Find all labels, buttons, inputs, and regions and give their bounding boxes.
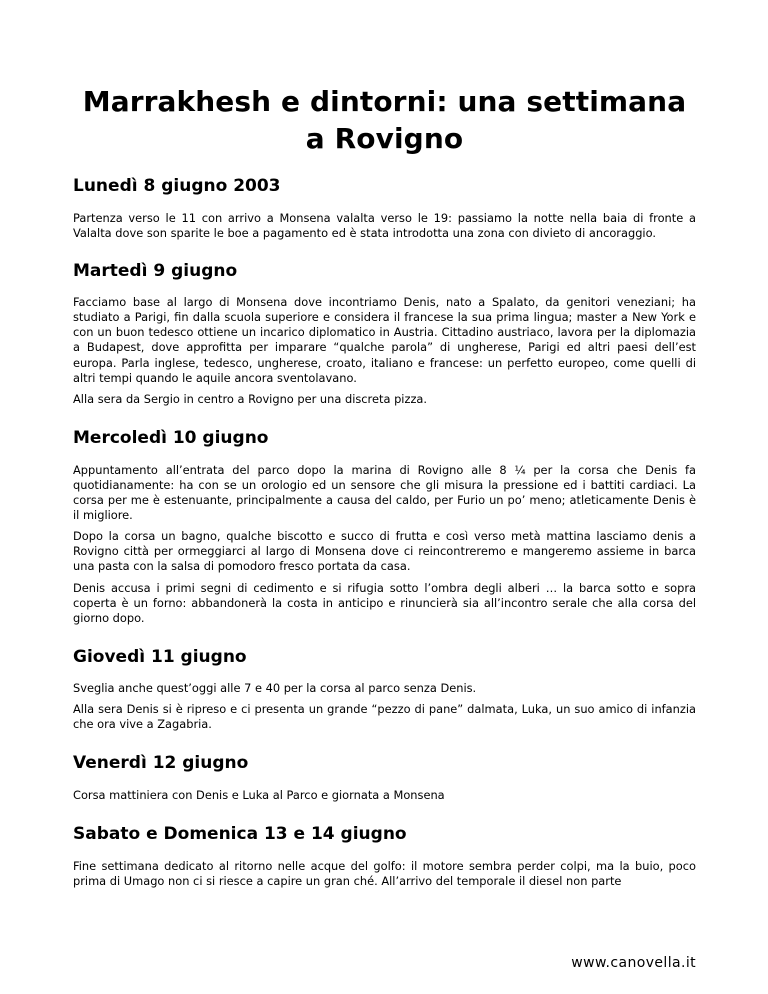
- paragraph: Corsa mattiniera con Denis e Luka al Parco e giornata a Monsena: [73, 788, 445, 803]
- section-heading-lunedi: Lunedì 8 giugno 2003: [73, 176, 281, 196]
- document-page: [73, 0, 696, 889]
- paragraph: Appuntamento all’entrata del parco dopo la marina di Rovigno alle 8 ¼ per la corsa che Denis fa quotidianamente: ha con se un orologio ed un sensore che gli misura la pressione ed i battiti cardiaci. La corsa per me è estenuante, principalmente a causa del caldo, per Furio un po’ meno; atleticamente Denis è il migliore.: [73, 462, 696, 523]
- section-heading-sabato-domenica: Sabato e Domenica 13 e 14 giugno: [73, 824, 407, 845]
- paragraph: Alla sera Denis si è ripreso e ci presenta un grande “pezzo di pane” dalmata, Luka, un suo amico di infanzia che ora vive a Zagabria.: [73, 701, 696, 731]
- paragraph: Denis accusa i primi segni di cedimento e si rifugia sotto l’ombra degli alberi … la barca sotto e sopra coperta è un forno: abbandonerà la costa in anticipo e rinuncierà sia all’incontro serale che alla corsa del giorno dopo.: [73, 580, 696, 625]
- section-heading-giovedi: Giovedì 11 giugno: [73, 646, 247, 667]
- paragraph: Partenza verso le 11 con arrivo a Monsena valalta verso le 19: passiamo la notte nella baia di fronte a Valalta dove son sparite le boe a pagamento ed è stata introdotta una zona con divieto di ancoraggio.: [73, 211, 696, 241]
- section-heading-venerdi: Venerdì 12 giugno: [73, 753, 249, 774]
- paragraph: Facciamo base al largo di Monsena dove incontriamo Denis, nato a Spalato, da genitori veneziani; ha studiato a Parigi, fin dalla scuola superiore e considera il francese la sua prima lingua; master a New York e con un buon tedesco ottiene un incarico diplomatico in Austria. Cittadino austriaco, lavora per la diplomazia a Budapest, dove approfitta per imparare “qualche parola” di ungherese, Parigi ed altri paesi dell’est europa. Parla inglese, tedesco, ungherese, croato, italiano e francese: un perfetto europeo, come quelli di altri tempi quando le aquile ancora sventolavano.: [73, 295, 696, 385]
- section-heading-martedi: Martedì 9 giugno: [73, 261, 238, 282]
- paragraph: Alla sera da Sergio in centro a Rovigno per una discreta pizza.: [73, 391, 428, 406]
- paragraph: Fine settimana dedicato al ritorno nelle acque del golfo: il motore sembra perder colpi, ma la buio, poco prima di Umago non ci si riesce a capire un gran ché. All’arrivo del temporale il diesel non parte: [73, 859, 696, 889]
- document-title: Marrakhesh e dintorni: una settimana a Rovigno: [82, 85, 687, 155]
- section-heading-mercoledi: Mercoledì 10 giugno: [73, 427, 269, 448]
- paragraph: Sveglia anche quest’oggi alle 7 e 40 per la corsa al parco senza Denis.: [73, 680, 477, 695]
- paragraph: Dopo la corsa un bagno, qualche biscotto e succo di frutta e così verso metà mattina lasciamo denis a Rovigno città per ormeggiarci al largo di Monsena dove ci reincontreremo e mangeremo assieme in barca una pasta con la salsa di pomodoro fresco portata da casa.: [73, 529, 696, 574]
- footer-website: www.canovella.it: [571, 955, 696, 971]
